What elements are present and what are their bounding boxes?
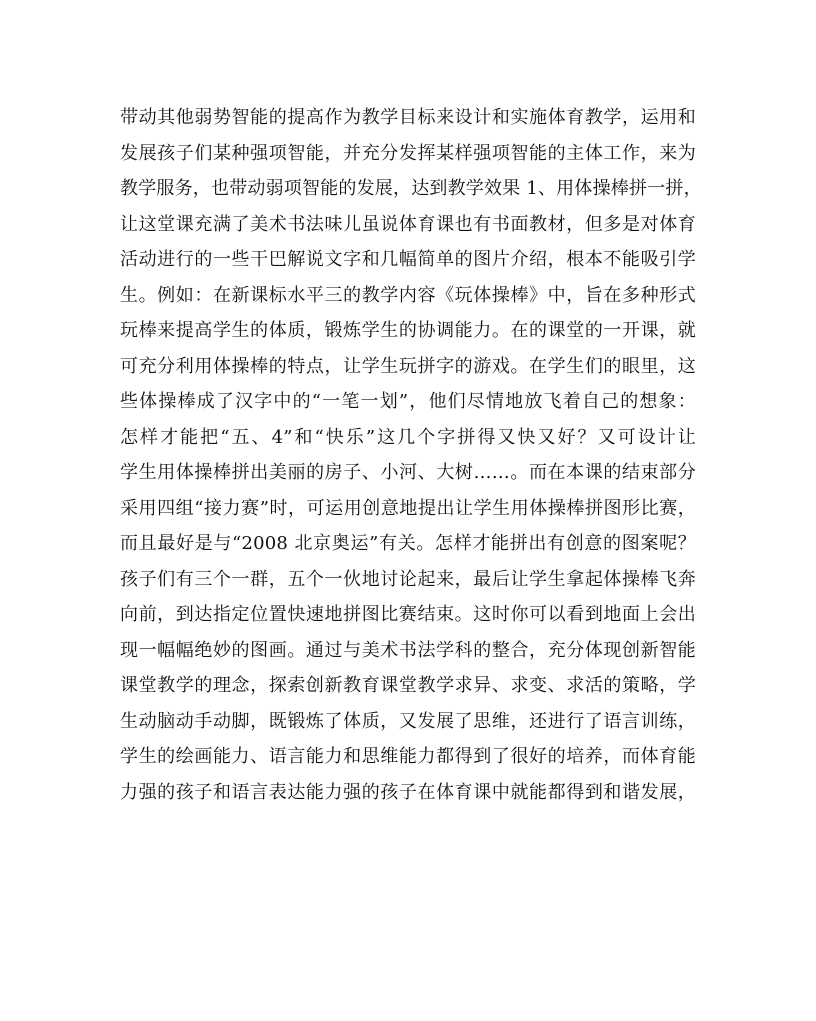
text-line: 采用四组“接力赛”时，可运用创意地提出让学生用体操棒拼图形比赛， [120,497,696,519]
text-line: 力强的孩子和语言表达能力强的孩子在体育课中就能都得到和谐发展， [120,781,696,803]
text-line: 带动其他弱势智能的提高作为教学目标来设计和实施体育教学，运用和 [120,107,696,128]
text-line: 让这堂课充满了美术书法味儿虽说体育课也有书面教材，但多是对体育 [120,213,696,235]
text-line: 学生用体操棒拼出美丽的房子、小河、大树……。而在本课的结束部分 [120,462,696,483]
text-line: 些体操棒成了汉字中的“一笔一划”，他们尽情地放飞着自己的想象： [120,391,696,412]
text-line: 可充分利用体操棒的特点，让学生玩拼字的游戏。在学生们的眼里，这 [120,355,696,377]
text-line: 生。例如：在新课标水平三的教学内容《玩体操棒》中，旨在多种形式 [120,284,696,306]
text-line: 课堂教学的理念，探索创新教育课堂教学求异、求变、求活的策略，学 [120,675,696,696]
text-line: 孩子们有三个一群，五个一伙地讨论起来，最后让学生拿起体操棒飞奔 [120,568,696,590]
text-line: 活动进行的一些干巴解说文字和几幅简单的图片介绍，根本不能吸引学 [120,249,696,270]
text-line: 现一幅幅绝妙的图画。通过与美术书法学科的整合，充分体现创新智能 [120,639,696,661]
body-text [120,100,702,810]
text-line: 教学服务，也带动弱项智能的发展，达到教学效果 1、用体操棒拼一拼， [120,178,702,199]
text-line: 发展孩子们某种强项智能，并充分发挥某样强项智能的主体工作，来为 [120,142,696,164]
text-line: 学生的绘画能力、语言能力和思维能力都得到了很好的培养，而体育能 [120,746,696,767]
text-line: 怎样才能把“五、4”和“快乐”这几个字拼得又快又好？又可设计让 [120,426,696,448]
text-line: 生动脑动手动脚，既锻炼了体质，又发展了思维，还进行了语言训练， [120,710,696,732]
text-line: 向前，到达指定位置快速地拼图比赛结束。这时你可以看到地面上会出 [120,604,696,625]
text-line: 而且最好是与“2008 北京奥运”有关。怎样才能拼出有创意的图案呢？ [120,533,696,554]
text-line: 玩棒来提高学生的体质，锻炼学生的协调能力。在的课堂的一开课，就 [120,320,696,341]
